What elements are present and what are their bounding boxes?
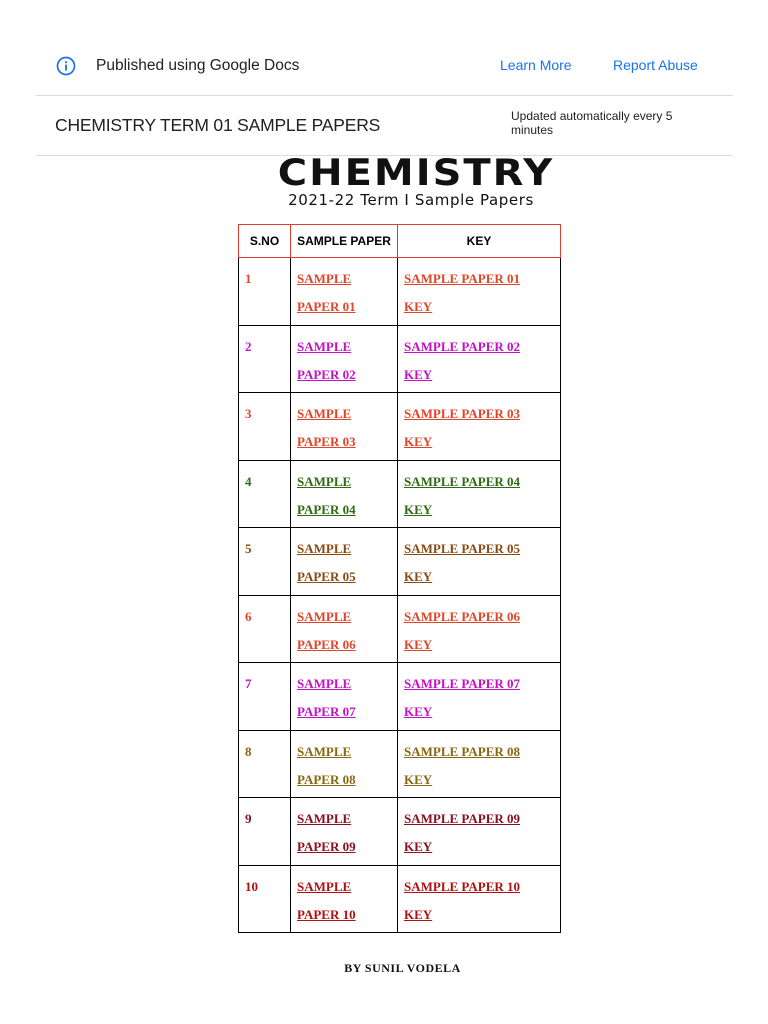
- answer-key-link-line2: KEY: [404, 569, 433, 584]
- author-credit: BY SUNIL VODELA: [344, 961, 461, 975]
- key-cell: [398, 460, 561, 528]
- sample-paper-cell: [291, 258, 398, 326]
- answer-key-link-line2: KEY: [404, 501, 433, 517]
- sample-paper-link[interactable]: [297, 339, 356, 382]
- row-number: 3: [239, 393, 291, 461]
- answer-key-link[interactable]: [404, 271, 520, 314]
- published-notice: Published using Google Docs: [96, 57, 300, 74]
- sample-paper-link-line1: SAMPLE: [297, 676, 352, 691]
- document-title: CHEMISTRY TERM 01 SAMPLE PAPERS: [55, 115, 381, 135]
- sample-paper-link-line2: PAPER 06: [297, 636, 356, 652]
- learn-more-link[interactable]: Learn More: [500, 57, 572, 73]
- sample-paper-cell: [291, 325, 398, 393]
- sample-paper-cell: [291, 865, 398, 933]
- sample-paper-cell: [291, 798, 398, 866]
- answer-key-link-line1: SAMPLE PAPER 03: [404, 406, 521, 421]
- sample-paper-link-line1: SAMPLE: [297, 608, 352, 624]
- key-cell: [398, 730, 561, 798]
- table-row: [239, 393, 561, 461]
- sample-paper-link[interactable]: [297, 744, 356, 787]
- sample-paper-cell: [291, 528, 398, 596]
- answer-key-link-line2: KEY: [404, 839, 433, 854]
- answer-key-link[interactable]: [404, 744, 520, 787]
- table-row: [239, 258, 561, 326]
- update-notice: Updated automatically every 5 minutes: [511, 109, 673, 137]
- answer-key-link[interactable]: [404, 609, 520, 652]
- sample-paper-link[interactable]: [297, 271, 356, 314]
- answer-key-link-line1: SAMPLE PAPER 08: [404, 743, 521, 759]
- key-cell: [398, 528, 561, 596]
- answer-key-link-line2: KEY: [404, 704, 433, 719]
- answer-key-link-line2: KEY: [404, 906, 433, 922]
- key-cell: [398, 663, 561, 731]
- sample-paper-link-line1: SAMPLE: [297, 811, 352, 826]
- answer-key-link-line1: SAMPLE PAPER 05: [404, 541, 521, 556]
- sample-paper-link-line1: SAMPLE: [297, 541, 352, 556]
- sample-paper-link[interactable]: [297, 676, 356, 719]
- info-icon: [56, 56, 76, 76]
- answer-key-link-line2: KEY: [404, 299, 433, 314]
- column-header-key: KEY: [398, 225, 561, 258]
- sample-paper-link-line2: PAPER 10: [297, 906, 356, 922]
- row-number: 4: [239, 460, 291, 528]
- table-row: [239, 865, 561, 933]
- answer-key-link[interactable]: [404, 676, 520, 719]
- column-header-sno: S.NO: [239, 225, 291, 258]
- answer-key-link[interactable]: [404, 811, 520, 854]
- table-row: [239, 528, 561, 596]
- key-cell: [398, 595, 561, 663]
- answer-key-link[interactable]: [404, 879, 520, 922]
- row-number: 5: [239, 528, 291, 596]
- row-number: 9: [239, 798, 291, 866]
- key-cell: [398, 798, 561, 866]
- table-row: [239, 595, 561, 663]
- row-number: 7: [239, 663, 291, 731]
- answer-key-link-line1: SAMPLE PAPER 09: [404, 811, 521, 826]
- answer-key-link[interactable]: [404, 541, 520, 584]
- sample-paper-cell: [291, 663, 398, 731]
- sample-paper-link[interactable]: [297, 879, 356, 922]
- key-cell: [398, 325, 561, 393]
- answer-key-link-line1: SAMPLE PAPER 02: [404, 338, 521, 354]
- sample-paper-link[interactable]: [297, 406, 356, 449]
- sample-paper-link-line2: PAPER 03: [297, 434, 356, 449]
- sample-paper-link[interactable]: [297, 541, 356, 584]
- column-header-sample-paper: SAMPLE PAPER: [291, 225, 398, 258]
- sample-paper-link-line2: PAPER 09: [297, 839, 356, 854]
- table-row: [239, 460, 561, 528]
- sample-paper-link-line1: SAMPLE: [297, 406, 352, 421]
- answer-key-link-line1: SAMPLE PAPER 06: [404, 608, 521, 624]
- sample-paper-link-line2: PAPER 04: [297, 501, 356, 517]
- row-number: 2: [239, 325, 291, 393]
- row-number: 1: [239, 258, 291, 326]
- row-number: 6: [239, 595, 291, 663]
- key-cell: [398, 865, 561, 933]
- sample-paper-link[interactable]: [297, 811, 356, 854]
- table-row: [239, 798, 561, 866]
- banner-title: CHEMISTRY: [277, 151, 555, 195]
- answer-key-link-line1: SAMPLE PAPER 04: [404, 473, 521, 489]
- banner-subtitle: 2021-22 Term I Sample Papers: [288, 191, 534, 209]
- table-row: [239, 663, 561, 731]
- answer-key-link[interactable]: [404, 339, 520, 382]
- publish-bar: [0, 0, 768, 96]
- row-number: 10: [239, 865, 291, 933]
- sample-paper-link[interactable]: [297, 609, 356, 652]
- answer-key-link-line2: KEY: [404, 366, 433, 382]
- sample-paper-cell: [291, 595, 398, 663]
- sample-paper-cell: [291, 393, 398, 461]
- key-cell: [398, 393, 561, 461]
- table-row: [239, 325, 561, 393]
- key-cell: [398, 258, 561, 326]
- report-abuse-link[interactable]: Report Abuse: [613, 57, 698, 73]
- sample-paper-cell: [291, 730, 398, 798]
- sample-paper-link-line1: SAMPLE: [297, 743, 352, 759]
- sample-paper-link-line2: PAPER 01: [297, 299, 356, 314]
- answer-key-link-line1: SAMPLE PAPER 07: [404, 676, 521, 691]
- table-header-row: [239, 225, 561, 258]
- sample-paper-link-line1: SAMPLE: [297, 878, 352, 894]
- sample-papers-table: [238, 224, 561, 933]
- sample-paper-link-line2: PAPER 02: [297, 366, 356, 382]
- sample-paper-link-line2: PAPER 07: [297, 704, 356, 719]
- answer-key-link-line2: KEY: [404, 771, 433, 787]
- row-number: 8: [239, 730, 291, 798]
- divider: [36, 95, 733, 96]
- answer-key-link[interactable]: [404, 406, 520, 449]
- sample-paper-link-line1: SAMPLE: [297, 271, 352, 286]
- table-row: [239, 730, 561, 798]
- answer-key-link-line1: SAMPLE PAPER 01: [404, 271, 521, 286]
- answer-key-link[interactable]: [404, 474, 520, 517]
- sample-paper-link-line2: PAPER 08: [297, 771, 356, 787]
- sample-paper-link-line1: SAMPLE: [297, 473, 352, 489]
- sample-paper-link-line1: SAMPLE: [297, 338, 352, 354]
- sample-paper-link[interactable]: [297, 474, 356, 517]
- answer-key-link-line2: KEY: [404, 434, 433, 449]
- sample-paper-link-line2: PAPER 05: [297, 569, 356, 584]
- answer-key-link-line2: KEY: [404, 636, 433, 652]
- sample-paper-cell: [291, 460, 398, 528]
- answer-key-link-line1: SAMPLE PAPER 10: [404, 878, 521, 894]
